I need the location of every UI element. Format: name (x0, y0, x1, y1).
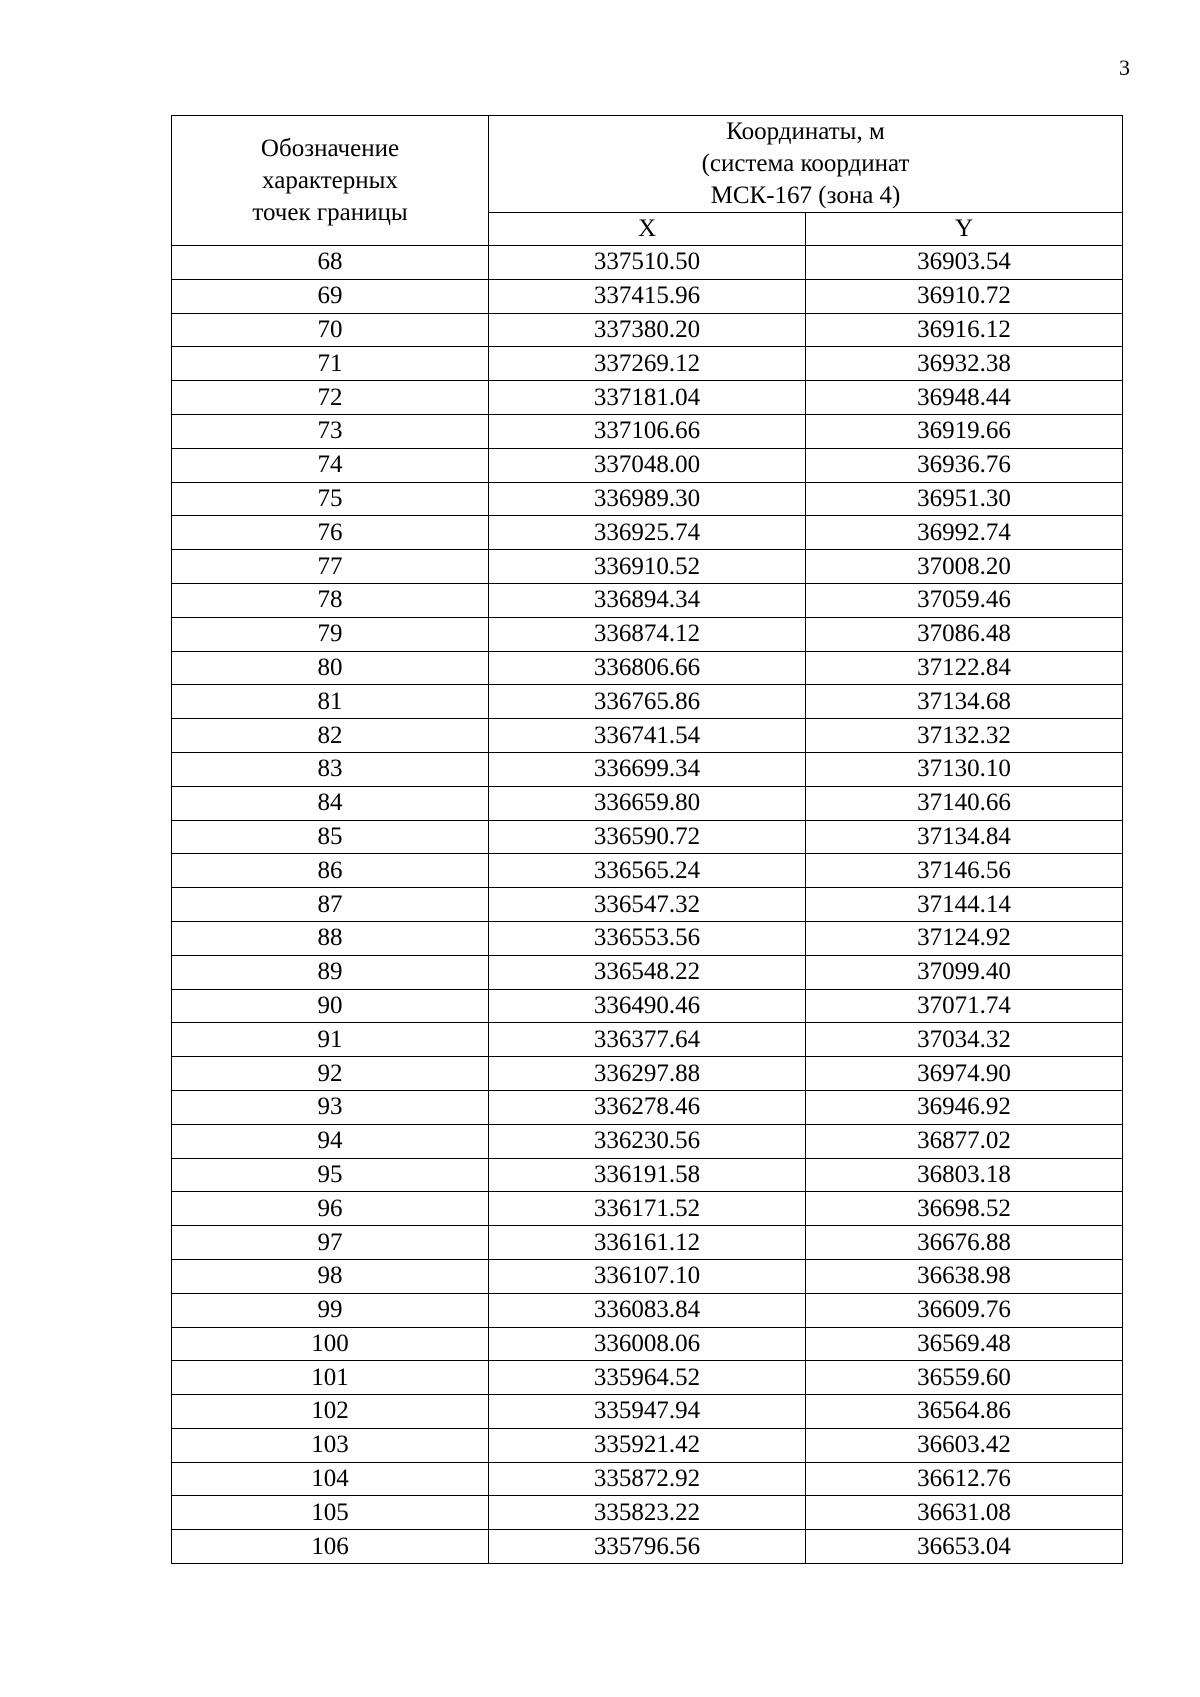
point-cell: 89 (172, 955, 489, 989)
table-row (172, 989, 1123, 1023)
x-coordinate-cell: 337106.66 (489, 414, 806, 448)
x-coordinate-cell: 336547.32 (489, 888, 806, 922)
x-coordinate-cell: 337510.50 (489, 246, 806, 280)
table-row (172, 820, 1123, 854)
table-row (172, 719, 1123, 753)
point-cell: 105 (172, 1496, 489, 1530)
y-coordinate-cell: 36631.08 (806, 1496, 1123, 1530)
point-cell: 82 (172, 719, 489, 753)
y-coordinate-cell: 37086.48 (806, 617, 1123, 651)
y-coordinate-cell: 37140.66 (806, 786, 1123, 820)
x-coordinate-cell: 336297.88 (489, 1057, 806, 1091)
point-cell: 92 (172, 1057, 489, 1091)
point-cell: 98 (172, 1259, 489, 1293)
table-row (172, 617, 1123, 651)
table-row (172, 381, 1123, 415)
x-coordinate-cell: 336171.52 (489, 1192, 806, 1226)
x-coordinate-cell: 336107.10 (489, 1259, 806, 1293)
table-row (172, 583, 1123, 617)
point-cell: 80 (172, 651, 489, 685)
x-coordinate-cell: 335796.56 (489, 1530, 806, 1564)
point-cell: 102 (172, 1395, 489, 1429)
point-cell: 73 (172, 414, 489, 448)
y-coordinate-cell: 37132.32 (806, 719, 1123, 753)
y-column-header: Y (806, 213, 1123, 246)
x-coordinate-cell: 336553.56 (489, 921, 806, 955)
y-coordinate-cell: 37122.84 (806, 651, 1123, 685)
x-coordinate-cell: 336925.74 (489, 516, 806, 550)
table-row (172, 921, 1123, 955)
table-row (172, 685, 1123, 719)
y-coordinate-cell: 37071.74 (806, 989, 1123, 1023)
x-coordinate-cell: 337048.00 (489, 448, 806, 482)
y-coordinate-cell: 36803.18 (806, 1158, 1123, 1192)
point-cell: 78 (172, 583, 489, 617)
point-cell: 71 (172, 347, 489, 381)
point-cell: 94 (172, 1124, 489, 1158)
table-row (172, 414, 1123, 448)
table-row (172, 1259, 1123, 1293)
y-coordinate-cell: 37144.14 (806, 888, 1123, 922)
y-coordinate-cell: 37124.92 (806, 921, 1123, 955)
point-cell: 81 (172, 685, 489, 719)
point-cell: 79 (172, 617, 489, 651)
table-row (172, 1395, 1123, 1429)
point-cell: 84 (172, 786, 489, 820)
point-header-line-2: характерных (262, 166, 398, 194)
coords-header-line-2: (система координат (701, 150, 910, 177)
table-row (172, 786, 1123, 820)
coords-header-line-3: МСК-167 (зона 4) (710, 182, 901, 209)
table-row (172, 1327, 1123, 1361)
point-cell: 77 (172, 550, 489, 584)
table-row (172, 1496, 1123, 1530)
table-row (172, 1226, 1123, 1260)
point-cell: 97 (172, 1226, 489, 1260)
x-coordinate-cell: 337415.96 (489, 279, 806, 313)
x-coordinate-cell: 337181.04 (489, 381, 806, 415)
table-row (172, 516, 1123, 550)
y-coordinate-cell: 36638.98 (806, 1259, 1123, 1293)
point-cell: 69 (172, 279, 489, 313)
table-row (172, 1428, 1123, 1462)
point-cell: 100 (172, 1327, 489, 1361)
y-coordinate-cell: 36612.76 (806, 1462, 1123, 1496)
point-cell: 96 (172, 1192, 489, 1226)
table-row (172, 1023, 1123, 1057)
y-coordinate-cell: 36653.04 (806, 1530, 1123, 1564)
y-coordinate-cell: 36992.74 (806, 516, 1123, 550)
x-coordinate-cell: 336083.84 (489, 1293, 806, 1327)
table-row (172, 1158, 1123, 1192)
y-coordinate-cell: 37034.32 (806, 1023, 1123, 1057)
y-coordinate-cell: 36910.72 (806, 279, 1123, 313)
table-row (172, 1293, 1123, 1327)
table-row (172, 1361, 1123, 1395)
y-coordinate-cell: 36936.76 (806, 448, 1123, 482)
point-cell: 104 (172, 1462, 489, 1496)
x-coordinate-cell: 336008.06 (489, 1327, 806, 1361)
table-row (172, 651, 1123, 685)
x-coordinate-cell: 336874.12 (489, 617, 806, 651)
table-row (172, 448, 1123, 482)
point-cell: 86 (172, 854, 489, 888)
x-coordinate-cell: 335872.92 (489, 1462, 806, 1496)
y-coordinate-cell: 36903.54 (806, 246, 1123, 280)
page-number: 3 (1119, 55, 1130, 80)
point-cell: 88 (172, 921, 489, 955)
table-row (172, 1090, 1123, 1124)
table-row (172, 1192, 1123, 1226)
y-coordinate-cell: 36974.90 (806, 1057, 1123, 1091)
table-row (172, 550, 1123, 584)
x-coordinate-cell: 336741.54 (489, 719, 806, 753)
x-coordinate-cell: 336191.58 (489, 1158, 806, 1192)
coordinates-table (171, 115, 1123, 1564)
y-coordinate-cell: 36948.44 (806, 381, 1123, 415)
y-coordinate-cell: 37008.20 (806, 550, 1123, 584)
x-coordinate-cell: 336161.12 (489, 1226, 806, 1260)
x-coordinate-cell: 335947.94 (489, 1395, 806, 1429)
table-row (172, 279, 1123, 313)
point-cell: 74 (172, 448, 489, 482)
table-row (172, 888, 1123, 922)
point-designation-header (172, 116, 489, 246)
point-cell: 83 (172, 752, 489, 786)
table-row (172, 1530, 1123, 1564)
x-coordinate-cell: 335823.22 (489, 1496, 806, 1530)
point-cell: 95 (172, 1158, 489, 1192)
x-coordinate-cell: 336377.64 (489, 1023, 806, 1057)
y-coordinate-cell: 36946.92 (806, 1090, 1123, 1124)
x-coordinate-cell: 336910.52 (489, 550, 806, 584)
x-coordinate-cell: 335964.52 (489, 1361, 806, 1395)
table-body (172, 246, 1123, 1564)
coordinates-header (489, 116, 1123, 213)
y-coordinate-cell: 36564.86 (806, 1395, 1123, 1429)
x-coordinate-cell: 337380.20 (489, 313, 806, 347)
table-header (172, 116, 1123, 246)
point-cell: 68 (172, 246, 489, 280)
table-row (172, 1462, 1123, 1496)
table-row (172, 752, 1123, 786)
point-header-line-1: Обозначение (260, 134, 400, 162)
x-coordinate-cell: 336989.30 (489, 482, 806, 516)
point-cell: 72 (172, 381, 489, 415)
table-row (172, 347, 1123, 381)
x-column-header: X (489, 213, 806, 246)
table-row (172, 854, 1123, 888)
table-row (172, 1057, 1123, 1091)
x-coordinate-cell: 336659.80 (489, 786, 806, 820)
point-cell: 90 (172, 989, 489, 1023)
y-coordinate-cell: 36932.38 (806, 347, 1123, 381)
y-coordinate-cell: 36609.76 (806, 1293, 1123, 1327)
table-row (172, 482, 1123, 516)
y-coordinate-cell: 36569.48 (806, 1327, 1123, 1361)
table-row (172, 1124, 1123, 1158)
y-coordinate-cell: 36676.88 (806, 1226, 1123, 1260)
x-coordinate-cell: 336565.24 (489, 854, 806, 888)
point-cell: 93 (172, 1090, 489, 1124)
point-cell: 75 (172, 482, 489, 516)
point-cell: 91 (172, 1023, 489, 1057)
x-coordinate-cell: 336806.66 (489, 651, 806, 685)
y-coordinate-cell: 36916.12 (806, 313, 1123, 347)
y-coordinate-cell: 37134.68 (806, 685, 1123, 719)
point-cell: 99 (172, 1293, 489, 1327)
y-coordinate-cell: 36559.60 (806, 1361, 1123, 1395)
x-coordinate-cell: 337269.12 (489, 347, 806, 381)
x-coordinate-cell: 336278.46 (489, 1090, 806, 1124)
x-coordinate-cell: 336765.86 (489, 685, 806, 719)
y-coordinate-cell: 36919.66 (806, 414, 1123, 448)
y-coordinate-cell: 36603.42 (806, 1428, 1123, 1462)
x-coordinate-cell: 335921.42 (489, 1428, 806, 1462)
x-coordinate-cell: 336230.56 (489, 1124, 806, 1158)
x-coordinate-cell: 336894.34 (489, 583, 806, 617)
x-coordinate-cell: 336590.72 (489, 820, 806, 854)
table-row (172, 313, 1123, 347)
y-coordinate-cell: 37134.84 (806, 820, 1123, 854)
y-coordinate-cell: 36951.30 (806, 482, 1123, 516)
coords-header-line-1: Координаты, м (726, 118, 885, 145)
x-coordinate-cell: 336699.34 (489, 752, 806, 786)
point-header-line-3: точек границы (252, 198, 408, 226)
y-coordinate-cell: 37099.40 (806, 955, 1123, 989)
point-cell: 70 (172, 313, 489, 347)
y-coordinate-cell: 37146.56 (806, 854, 1123, 888)
point-cell: 101 (172, 1361, 489, 1395)
y-coordinate-cell: 36698.52 (806, 1192, 1123, 1226)
y-coordinate-cell: 37059.46 (806, 583, 1123, 617)
point-cell: 76 (172, 516, 489, 550)
x-coordinate-cell: 336490.46 (489, 989, 806, 1023)
point-cell: 106 (172, 1530, 489, 1564)
point-cell: 87 (172, 888, 489, 922)
table-row (172, 246, 1123, 280)
y-coordinate-cell: 37130.10 (806, 752, 1123, 786)
point-cell: 85 (172, 820, 489, 854)
y-coordinate-cell: 36877.02 (806, 1124, 1123, 1158)
table-row (172, 955, 1123, 989)
point-cell: 103 (172, 1428, 489, 1462)
x-coordinate-cell: 336548.22 (489, 955, 806, 989)
